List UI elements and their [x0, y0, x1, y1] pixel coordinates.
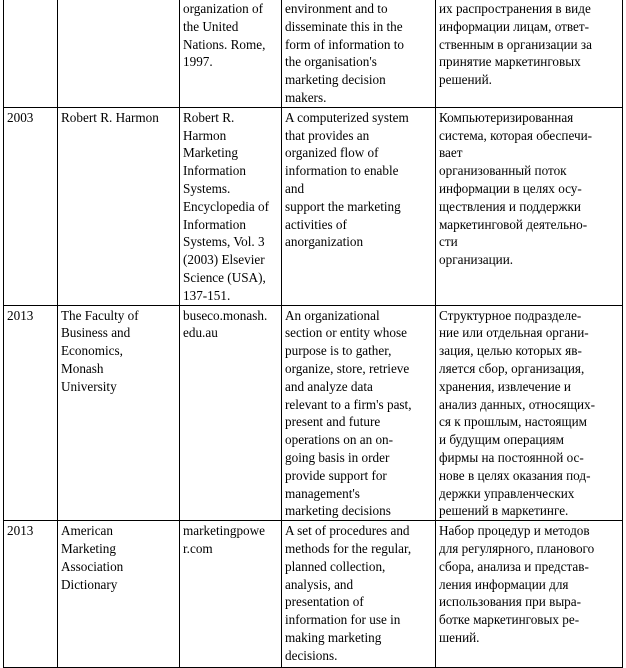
- table-row: [4, 0, 623, 107]
- definition-en-cell: environment and to disseminate this in the form of information to the organisation's marketing decision makers.: [282, 0, 436, 107]
- author-cell: Robert R. Harmon: [58, 107, 180, 305]
- table-row: [4, 305, 623, 521]
- source-cell: buseco.monash. edu.au: [180, 305, 282, 521]
- definitions-table: [3, 0, 623, 668]
- author-cell: American Marketing Association Dictionary: [58, 521, 180, 668]
- table-row: [4, 107, 623, 305]
- source-cell: organization of the United Nations. Rome, 1997.: [180, 0, 282, 107]
- year-cell: 2013: [4, 521, 58, 668]
- definition-ru-cell: Набор процедур и методов для регулярного, планового сбора, анализа и представ- ления информации для использования при выра- ботке маркетинговых ре- шений.: [436, 521, 623, 668]
- year-cell: [4, 0, 58, 107]
- definition-en-cell: An organizational section or entity whose purpose is to gather, organize, store, retrieve and analyze data relevant to a firm's past, present and future operations on an on- going basis in order provide support for management's marketing decisions: [282, 305, 436, 521]
- definition-ru-cell: их распространения в виде информации лицам, ответ- ственным в организации за принятие маркетинговых решений.: [436, 0, 623, 107]
- definition-ru-cell: Компьютеризированная система, которая обеспечи- вает организованный поток информации в целях осу- ществления и поддержки маркетинговой деятельно- сти организации.: [436, 107, 623, 305]
- definition-en-cell: A computerized system that provides an organized flow of information to enable and support the marketing activities of anorganization: [282, 107, 436, 305]
- source-cell: Robert R. Harmon Marketing Information Systems. Encyclopedia of Information Systems, Vol. 3 (2003) Elsevier Science (USA), 137-151.: [180, 107, 282, 305]
- author-cell: [58, 0, 180, 107]
- author-cell: The Faculty of Business and Economics, Monash University: [58, 305, 180, 521]
- year-cell: 2003: [4, 107, 58, 305]
- table-row: [4, 521, 623, 668]
- year-cell: 2013: [4, 305, 58, 521]
- definition-en-cell: A set of procedures and methods for the regular, planned collection, analysis, and presentation of information for use in making marketing decisions.: [282, 521, 436, 668]
- source-cell: marketingpowe r.com: [180, 521, 282, 668]
- definition-ru-cell: Структурное подразделе- ние или отдельная органи- зация, целью которых яв- ляется сбор, организация, хранения, извлечение и анализ данных, относящих- ся к прошлым, настоящим и будущим операциям фирмы на постоянной ос- нове в целях оказания под- держки управленческих решений в маркетинге.: [436, 305, 623, 521]
